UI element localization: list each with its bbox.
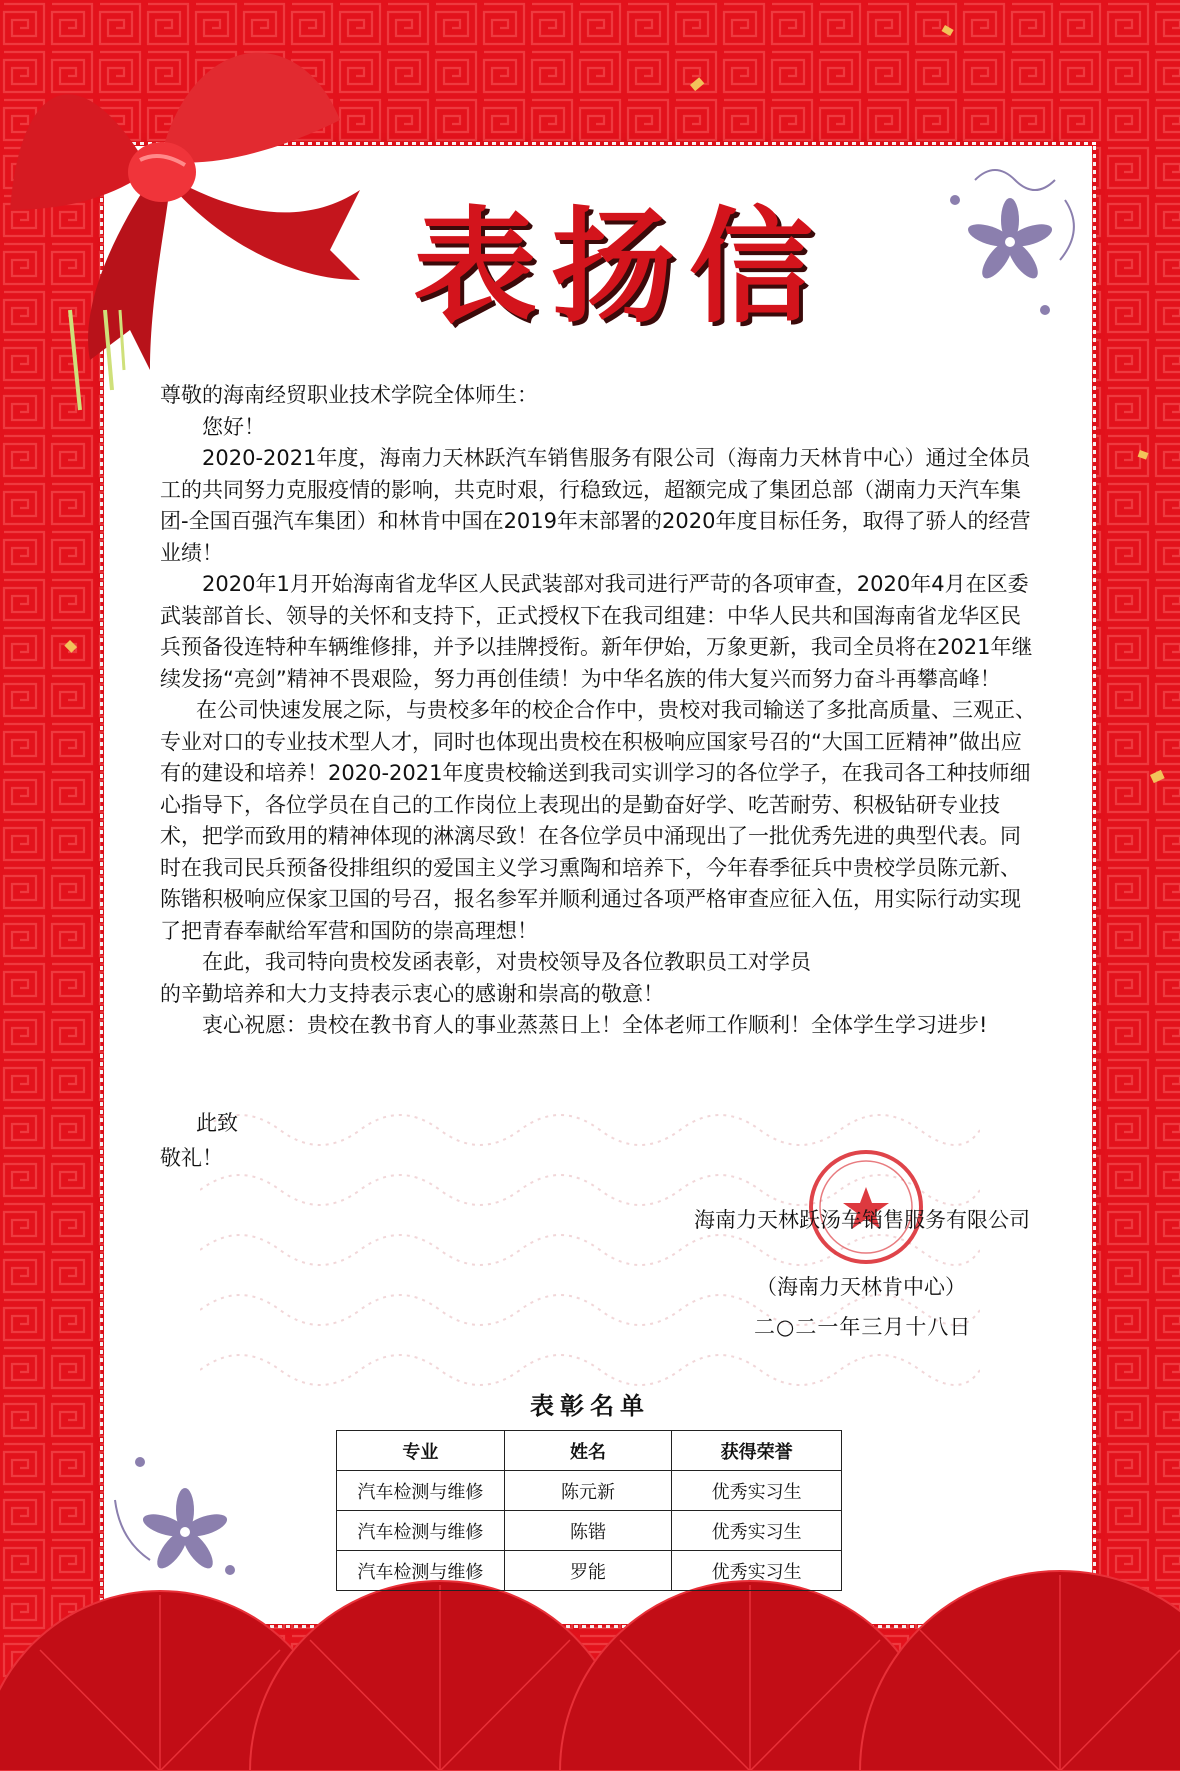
- cell-honor: 优秀实习生: [672, 1471, 842, 1511]
- column-header-honor: 获得荣誉: [672, 1431, 842, 1471]
- closing-line-2: 敬礼！: [160, 1146, 223, 1170]
- hello-line: 您好！: [202, 414, 265, 439]
- cell-name: 陈锴: [504, 1511, 672, 1551]
- table-row: [337, 1511, 842, 1551]
- honor-table: [336, 1430, 842, 1591]
- paragraph-2: 2020年1月开始海南省龙华区人民武装部对我司进行严苛的各项审查，2020年4月在区委武装部首长、领导的关怀和支持下，正式授权下在我司组建：中华人民共和国海南省龙华区民兵预备役连特种车辆维修排，并予以挂牌授衔。新年伊始，万象更新，我司全员将在2021年继续发扬“亮剑”精神不畏艰险，努力再创佳绩！为中华名族的伟大复兴而努力奋斗再攀高峰！: [160, 572, 1033, 691]
- cell-honor: 优秀实习生: [672, 1551, 842, 1591]
- cell-name: 陈元新: [504, 1471, 672, 1511]
- paragraph-4: 在此，我司特向贵校发函表彰，对贵校领导及各位教职员工对学员: [202, 950, 811, 974]
- ribbon-bow-icon: [0, 10, 370, 430]
- cell-major: 汽车检测与维修: [337, 1471, 505, 1511]
- cell-name: 罗能: [504, 1551, 672, 1591]
- signature-company: 海南力天林跃汤车销售服务有限公司: [694, 1208, 1030, 1232]
- paragraph-1: 2020-2021年度，海南力天林跃汽车销售服务有限公司（海南力天林肯中心）通过全体员工的共同努力克服疫情的影响，共克时艰，行稳致远，超额完成了集团总部（湖南力天汽车集团-全国百强汽车集团）和林肯中国在2019年末部署的2020年度目标任务，取得了骄人的经营业绩！: [160, 446, 1031, 565]
- flower-decoration-icon: [935, 160, 1085, 340]
- paragraph-4-continued: 的辛勤培养和大力支持表示衷心的感谢和崇高的敬意！: [160, 981, 664, 1006]
- table-header-row: [337, 1431, 842, 1471]
- cell-major: 汽车检测与维修: [337, 1551, 505, 1591]
- honor-list-title: 表彰名单: [530, 1391, 650, 1420]
- cell-major: 汽车检测与维修: [337, 1511, 505, 1551]
- letter-title: 表扬信: [412, 195, 827, 340]
- signature-date: 二○二一年三月十八日: [754, 1315, 972, 1339]
- paragraph-5: 衷心祝愿：贵校在教书育人的事业蒸蒸日上！全体老师工作顺利！全体学生学习进步!: [202, 1013, 988, 1037]
- signature-center: （海南力天林肯中心）: [756, 1275, 966, 1299]
- letter-body: [160, 380, 1040, 1042]
- column-header-major: 专业: [337, 1431, 505, 1471]
- paragraph-3: 在公司快速发展之际，与贵校多年的校企合作中，贵校对我司输送了多批高质量、三观正、专业对口的专业技术型人才，同时也体现出贵校在积极响应国家号召的“大国工匠精神”做出应有的建设和培养！2020-2021年度贵校输送到我司实训学习的各位学子，在我司各工种技师细心指导下，各位学员在自己的工作岗位上表现出的是勤奋好学、吃苦耐劳、积极钻研专业技术，把学而致用的精神体现的淋漓尽致！在各位学员中涌现出了一批优秀先进的典型代表。同时在我司民兵预备役排组织的爱国主义学习熏陶和培养下，今年春季征兵中贵校学员陈元新、陈锴积极响应保家卫国的号召，报名参军并顺利通过各项严格审查应征入伍，用实际行动实现了把青春奉献给军营和国防的崇高理想！: [160, 698, 1036, 943]
- table-row: [337, 1471, 842, 1511]
- closing-line-1: 此致: [196, 1111, 238, 1135]
- table-row: [337, 1551, 842, 1591]
- greeting: 尊敬的海南经贸职业技术学院全体师生：: [160, 383, 538, 407]
- column-header-name: 姓名: [504, 1431, 672, 1471]
- cell-honor: 优秀实习生: [672, 1511, 842, 1551]
